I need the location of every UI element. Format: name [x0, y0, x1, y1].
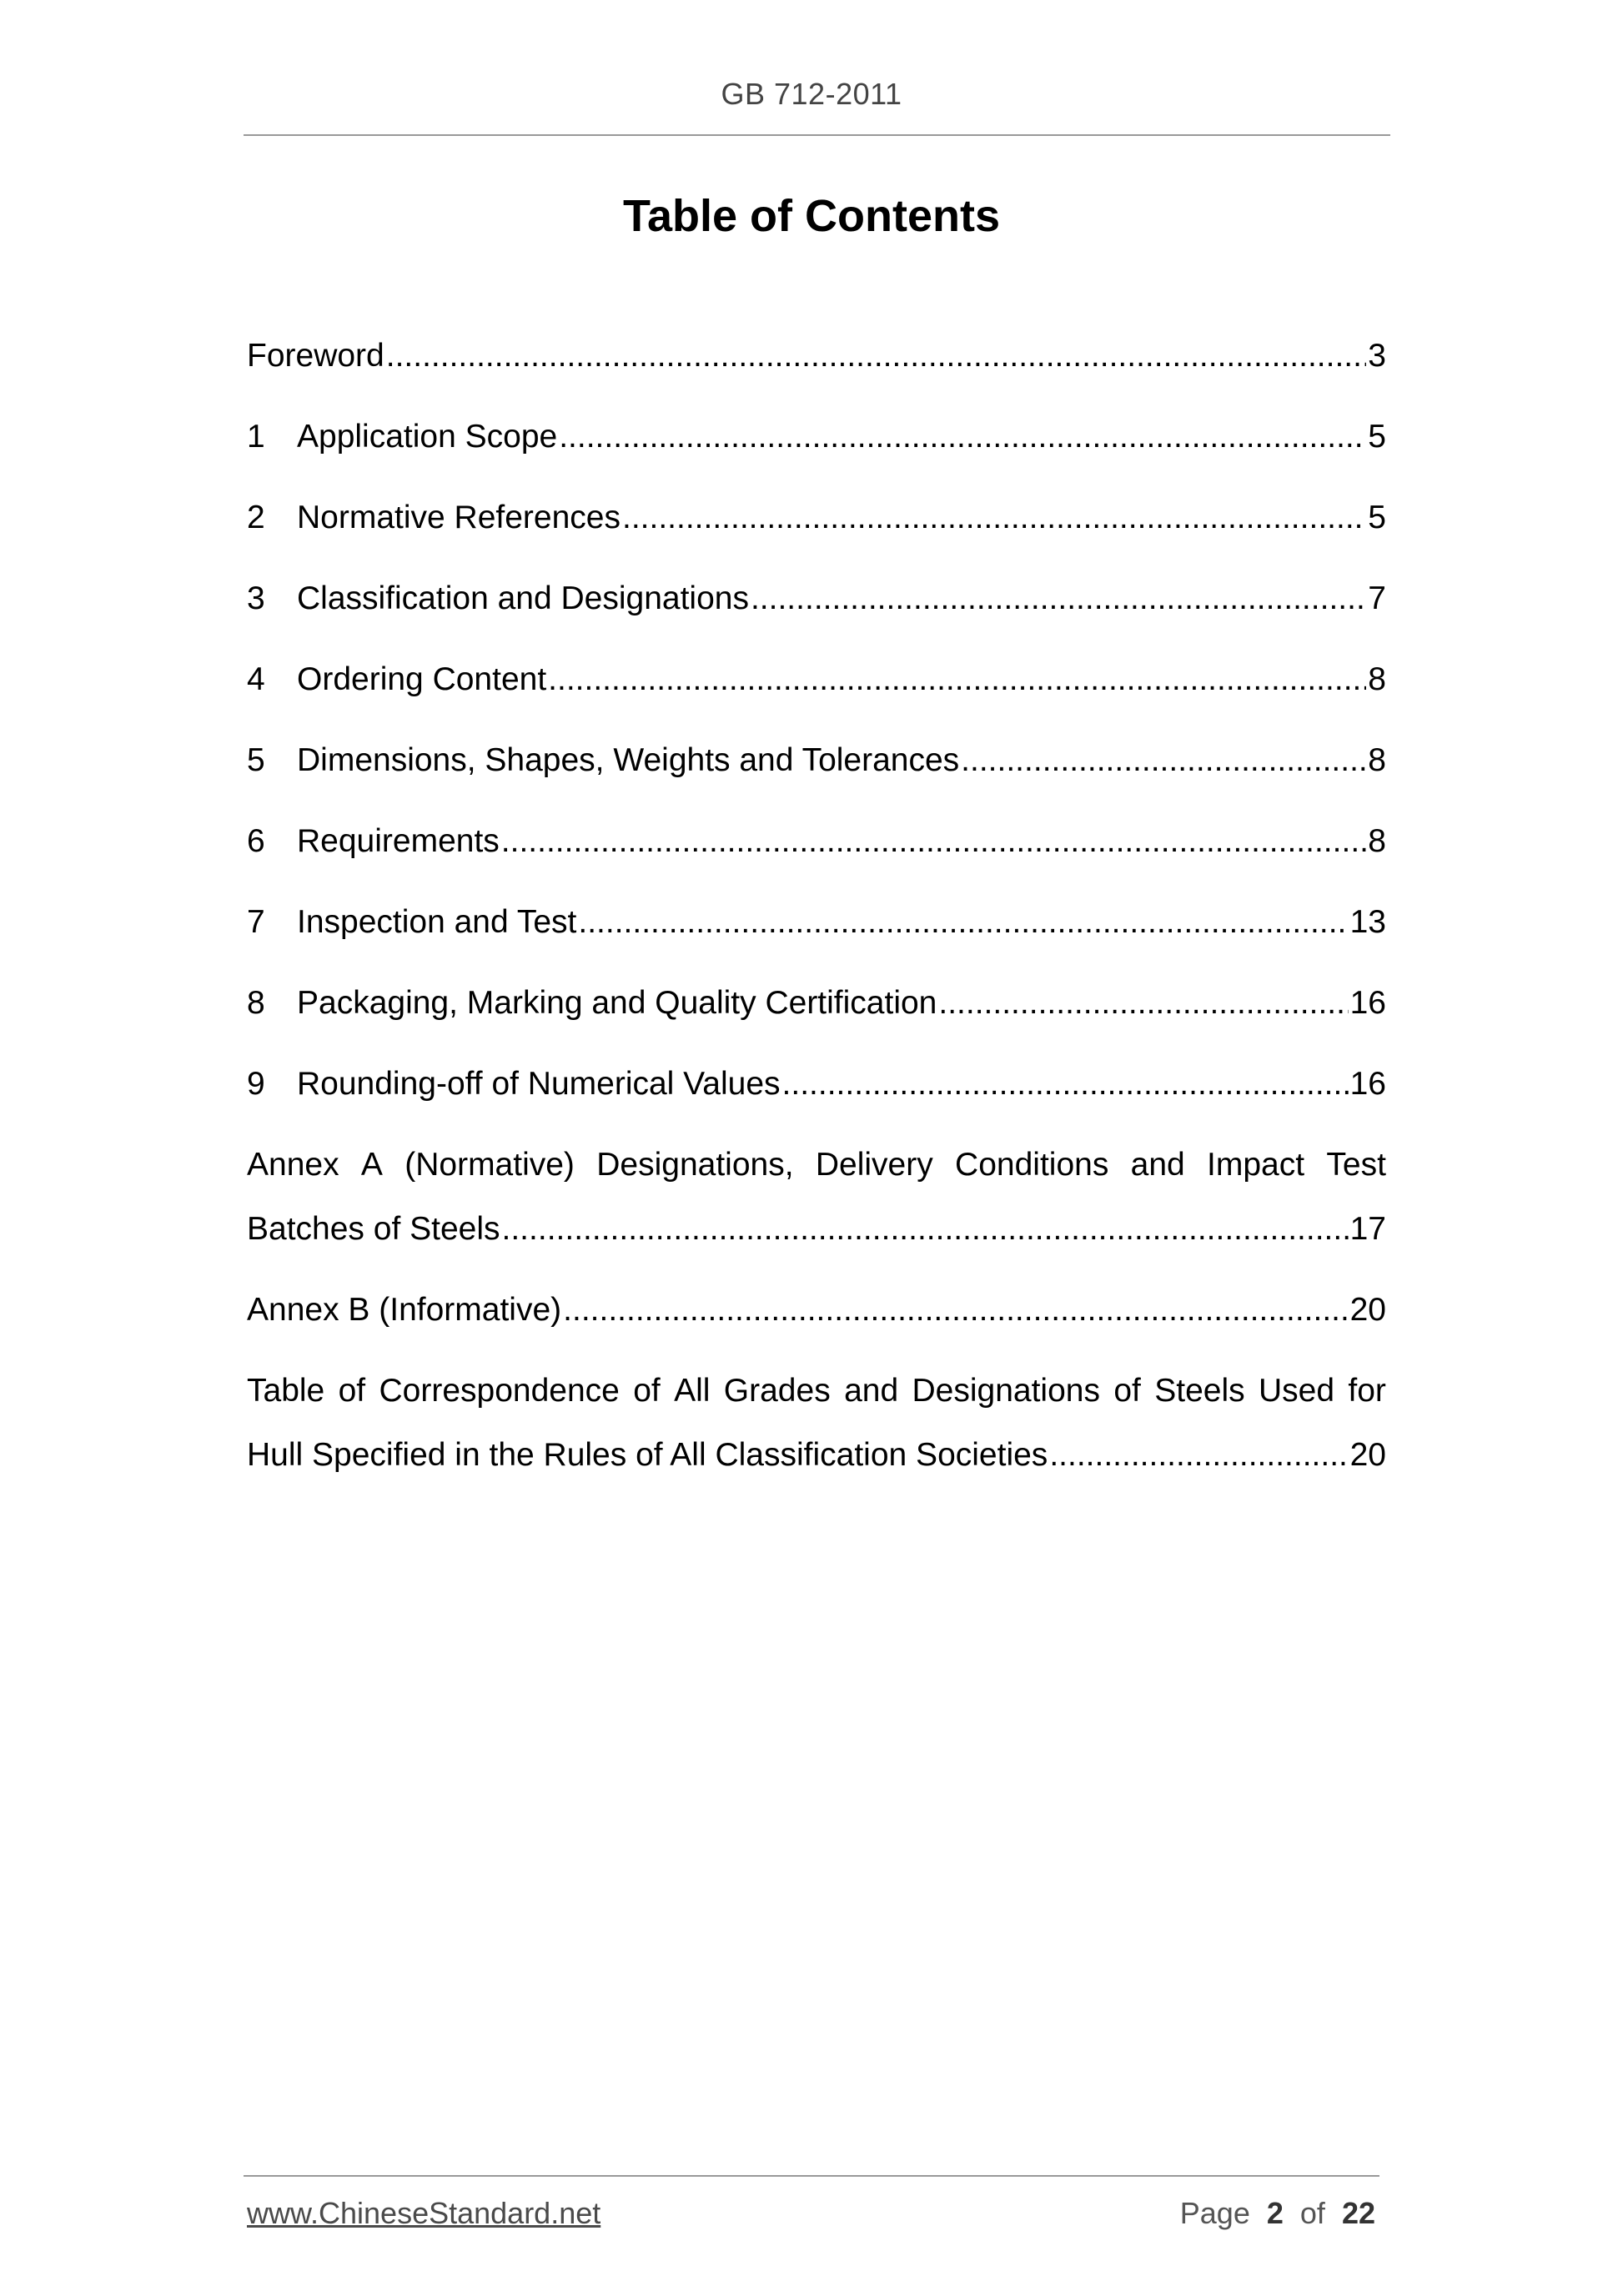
toc-dot-leader	[622, 485, 1366, 550]
toc-word: All	[674, 1373, 711, 1409]
toc-entry-number: 9	[247, 1066, 265, 1102]
toc-dot-leader	[961, 728, 1366, 792]
total-pages-number: 22	[1341, 2196, 1375, 2230]
toc-entry-2[interactable]	[247, 485, 1386, 550]
toc-entry-foreword[interactable]	[247, 324, 1386, 388]
toc-entry-8[interactable]	[247, 971, 1386, 1035]
toc-word: for	[1348, 1373, 1386, 1409]
of-word: of	[1299, 2196, 1325, 2230]
toc-word: Designations	[912, 1373, 1100, 1409]
toc-entry-label: Requirements	[297, 823, 500, 859]
toc-entry-page: 20	[1349, 1437, 1386, 1473]
toc-entry-number: 7	[247, 904, 265, 940]
toc-word: Test	[1326, 1147, 1386, 1183]
toc-entry-page: 5	[1368, 500, 1386, 535]
toc-word: of	[1113, 1373, 1141, 1409]
toc-entry-label-line2	[247, 1197, 1386, 1261]
toc-entry-7[interactable]	[247, 890, 1386, 954]
toc-entry-page: 8	[1368, 742, 1386, 778]
toc-entry-page: 3	[1368, 338, 1386, 374]
toc-word: (Normative)	[404, 1147, 575, 1183]
toc-word: Impact	[1207, 1147, 1305, 1183]
footer-website-link[interactable]: www.ChineseStandard.net	[247, 2196, 601, 2230]
toc-entry-page: 8	[1368, 661, 1386, 697]
toc-entry-correspondence[interactable]	[247, 1359, 1386, 1487]
header-document-code: GB 712-2011	[721, 77, 902, 111]
toc-dot-leader	[548, 647, 1366, 711]
current-page-number: 2	[1266, 2196, 1284, 2230]
table-of-contents	[247, 324, 1386, 1504]
toc-word: A	[360, 1147, 383, 1183]
toc-entry-page: 16	[1349, 985, 1386, 1021]
toc-entry-page: 7	[1368, 580, 1386, 616]
toc-entry-1[interactable]	[247, 404, 1386, 469]
toc-word: Annex	[247, 1147, 339, 1183]
toc-dot-leader	[501, 809, 1367, 873]
toc-entry-6[interactable]	[247, 809, 1386, 873]
toc-dot-leader	[751, 566, 1366, 631]
toc-word: of	[633, 1373, 661, 1409]
toc-entry-4[interactable]	[247, 647, 1386, 711]
toc-entry-3[interactable]	[247, 566, 1386, 631]
toc-entry-label: Inspection and Test	[297, 904, 577, 940]
toc-entry-number: 8	[247, 985, 265, 1021]
toc-word: of	[338, 1373, 366, 1409]
toc-dot-leader	[938, 971, 1348, 1035]
toc-entry-label: Rounding-off of Numerical Values	[297, 1066, 781, 1102]
toc-word: and	[1130, 1147, 1185, 1183]
toc-entry-page: 20	[1349, 1292, 1386, 1328]
toc-entry-number: 6	[247, 823, 265, 859]
toc-entry-5[interactable]	[247, 728, 1386, 792]
toc-entry-number: 1	[247, 419, 265, 455]
toc-entry-label: Annex B (Informative)	[247, 1292, 562, 1328]
footer-page-indicator	[1180, 2196, 1375, 2231]
toc-entry-label-line2	[247, 1423, 1386, 1487]
toc-entry-9[interactable]	[247, 1052, 1386, 1116]
page-title: Table of Contents	[623, 191, 1000, 241]
toc-entry-label: Ordering Content	[297, 661, 547, 697]
toc-word: Table	[247, 1373, 325, 1409]
toc-entry-label-line1	[247, 1133, 1386, 1197]
toc-dot-leader	[386, 324, 1367, 388]
toc-dot-leader	[1049, 1423, 1348, 1487]
toc-dot-leader	[502, 1197, 1349, 1261]
toc-dot-leader	[782, 1052, 1349, 1116]
toc-entry-label: Hull Specified in the Rules of All Classification Societies	[247, 1437, 1048, 1473]
toc-entry-page: 5	[1368, 419, 1386, 455]
toc-entry-number: 3	[247, 580, 265, 616]
toc-entry-page: 8	[1368, 823, 1386, 859]
footer-divider	[244, 2175, 1379, 2177]
toc-entry-label: Normative References	[297, 500, 621, 535]
toc-entry-label: Foreword	[247, 338, 384, 374]
toc-entry-number: 5	[247, 742, 265, 778]
toc-entry-label: Batches of Steels	[247, 1211, 500, 1247]
page-word: Page	[1179, 2196, 1250, 2230]
toc-entry-label: Dimensions, Shapes, Weights and Tolerances	[297, 742, 960, 778]
toc-word: Used	[1258, 1373, 1335, 1409]
header-divider	[244, 134, 1390, 136]
toc-entry-label-line1	[247, 1359, 1386, 1423]
toc-entry-page: 16	[1349, 1066, 1386, 1102]
toc-entry-label: Classification and Designations	[297, 580, 749, 616]
toc-word: Designations,	[596, 1147, 794, 1183]
toc-entry-label: Packaging, Marking and Quality Certification	[297, 985, 937, 1021]
toc-word: Correspondence	[379, 1373, 620, 1409]
toc-word: Conditions	[955, 1147, 1109, 1183]
toc-entry-page: 13	[1349, 904, 1386, 940]
toc-entry-annex-a[interactable]	[247, 1133, 1386, 1261]
toc-dot-leader	[559, 404, 1366, 469]
toc-word: Grades	[723, 1373, 831, 1409]
toc-entry-annex-b[interactable]	[247, 1278, 1386, 1342]
toc-dot-leader	[578, 890, 1348, 954]
toc-word: and	[844, 1373, 899, 1409]
toc-word: Delivery	[815, 1147, 933, 1183]
toc-word: Steels	[1154, 1373, 1245, 1409]
toc-dot-leader	[563, 1278, 1348, 1342]
toc-entry-page: 17	[1349, 1211, 1386, 1247]
toc-entry-label: Application Scope	[297, 419, 558, 455]
toc-entry-number: 4	[247, 661, 265, 697]
toc-entry-number: 2	[247, 500, 265, 535]
